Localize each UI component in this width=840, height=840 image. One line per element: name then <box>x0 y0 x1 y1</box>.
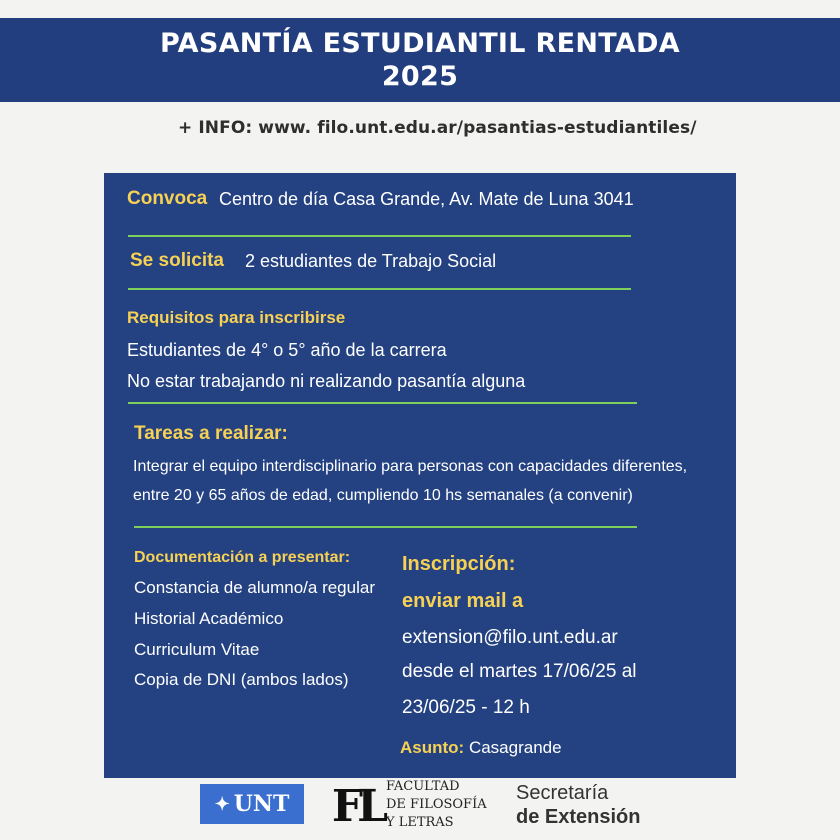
page-title-year: 2025 <box>381 61 459 92</box>
documento-item: Curriculum Vitae <box>134 640 260 659</box>
inscripcion-date-line: 23/06/25 - 12 h <box>402 697 530 718</box>
facultad-line: FACULTAD <box>386 779 460 794</box>
divider <box>128 288 631 290</box>
tareas-heading: Tareas a realizar: <box>134 423 288 444</box>
inscripcion-email[interactable]: extension@filo.unt.edu.ar <box>402 627 618 648</box>
convoca-value: Centro de día Casa Grande, Av. Mate de Luna 3041 <box>219 189 634 209</box>
facultad-line: Y LETRAS <box>386 815 454 830</box>
asunto-label: Asunto: <box>400 738 465 757</box>
tareas-line: Integrar el equipo interdisciplinario para personas con capacidades diferentes, <box>133 458 688 475</box>
documento-item: Historial Académico <box>134 609 284 628</box>
inscripcion-date-line: desde el martes 17/06/25 al <box>402 661 637 682</box>
announcement-card <box>104 173 736 778</box>
secretaria-line: Secretaría <box>516 782 609 804</box>
title-banner <box>0 18 840 102</box>
footer-logos <box>0 778 840 840</box>
divider <box>128 235 631 237</box>
asunto-row <box>400 738 562 758</box>
unt-logo <box>200 784 304 824</box>
requisito-item: Estudiantes de 4° o 5° año de la carrera <box>127 340 447 360</box>
tareas-line: entre 20 y 65 años de edad, cumpliendo 10 hs semanales (a convenir) <box>133 487 633 504</box>
documento-item: Copia de DNI (ambos lados) <box>134 670 349 689</box>
se-solicita-label: Se solicita <box>130 250 224 271</box>
documentacion-heading: Documentación a presentar: <box>134 549 351 566</box>
secretaria-logo-text <box>516 781 640 829</box>
info-link[interactable]: + INFO: www. filo.unt.edu.ar/pasantias-estudiantiles/ <box>178 118 697 138</box>
divider <box>134 526 637 528</box>
facultad-logo-text <box>386 778 487 832</box>
requisito-item: No estar trabajando ni realizando pasantía alguna <box>127 371 526 391</box>
facultad-line: DE FILOSOFÍA <box>386 797 487 812</box>
requisitos-heading: Requisitos para inscribirse <box>127 308 346 327</box>
se-solicita-value: 2 estudiantes de Trabajo Social <box>245 251 497 271</box>
inscripcion-subheading: enviar mail a <box>402 590 524 612</box>
fl-monogram-icon: FL <box>331 780 383 832</box>
divider <box>128 402 637 404</box>
convoca-label: Convoca <box>127 188 208 209</box>
documento-item: Constancia de alumno/a regular <box>134 578 375 597</box>
star-icon: ✦ <box>214 793 230 815</box>
asunto-value: Casagrande <box>468 738 562 757</box>
inscripcion-heading: Inscripción: <box>402 553 516 575</box>
page-title: PASANTÍA ESTUDIANTIL RENTADA <box>160 28 680 59</box>
secretaria-line: de Extensión <box>516 806 641 828</box>
unt-logo-text: UNT <box>233 791 290 817</box>
